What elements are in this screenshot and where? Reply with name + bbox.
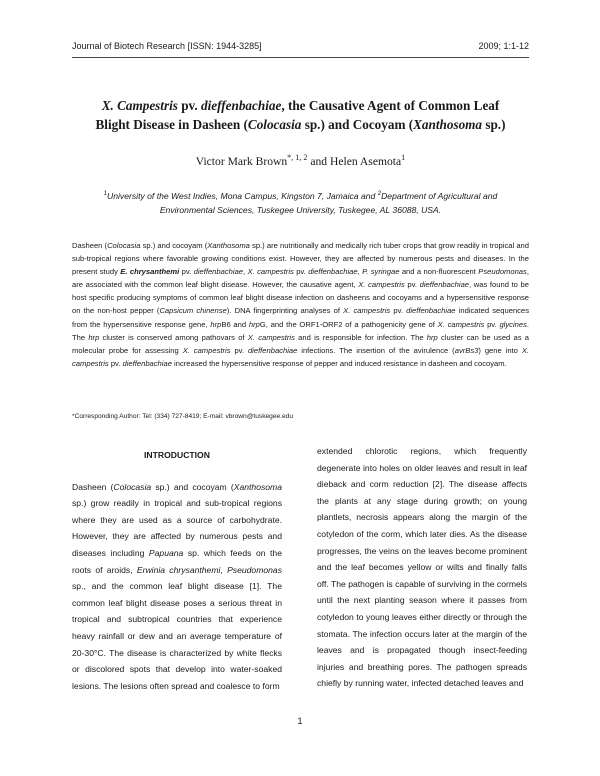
affiliations: $^1$University of the West Indies, Mona Campus, Kingston 7, Jamaica and $^2$Department of Agricultural and Environmental Sciences, Tuskegee University, Tuskegee, AL 36088, USA. (103, 191, 498, 215)
header-rule (72, 57, 529, 58)
issue-info: 2009; 1:1-12 (478, 41, 529, 51)
section-heading-introduction: INTRODUCTION (144, 450, 210, 460)
journal-name: Journal of Biotech Research [ISSN: 1944-3285] (72, 41, 262, 51)
author-list: Victor Mark Brown$^{*, 1, 2}$ and Helen Asemota$^1$ (195, 153, 406, 168)
paper-title: X. Campestris pv. dieffenbachiae, the Causative Agent of Common Leaf Blight Disease in Dasheen (Colocasia sp.) and Cocoyam (Xanthosoma sp.) (95, 98, 506, 132)
intro-paragraph-continued: extended chlorotic regions, which frequently degenerate into holes on older leaves and result in leaf dieback and corm reduction [2]. The disease affects the plants at any stage during growth; on young plantlets, necrosis appears along the margin of the cotyledon of the corm, which later dies. As the disease progresses, the veins on the leaves become prominent and the leaf becomes yellow or wilts and finally falls off. The pathogen is capable of surviving in the cormels until the next planting season where it passes from cotyledon to young leaves either directly or through the stomata. The infection occurs later at the margin of the leaves and is propagated though insect-feeding injuries and breathing pores. The pathogen spreads chiefly by running water, infected detached leaves and (317, 446, 527, 689)
running-header (72, 41, 529, 51)
corresponding-author-note: *Corresponding Author: Tel: (334) 727-8419; E-mail: vbrown@tuskegee.edu (72, 413, 293, 420)
abstract: Dasheen (Colocasia sp.) and cocoyam (Xanthosoma sp.) are nutritionally and medically rich tuber crops that grow readily in tropical and sub-tropical regions where favorable growing conditions exist. However, they are affected by numerous pests and diseases. In the present study E. chrysanthemi pv. dieffenbachiae, X. campestris pv. dieffenbachiae, P. syringae and a non-fluorescent Pseudomonas, are associated with the common leaf blight disease. However, the causative agent, X. campestris pv. dieffenbachiae, was found to be host specific producing symptoms of common leaf blight disease infection on dasheens and cocoyams and a hypersensitive response on the non-host pepper (Capsicum chinense). DNA fingerprinting analyses of X. campestris pv. dieffenbachiae indicated sequences from the hypersensitive response gene, hrpB6 and hrpG, and the ORF1-ORF2 of a pathogenicity gene of X. campestris pv. glycines. The hrp cluster is conserved among pathovars of X. campestris and is responsible for infection. The hrp cluster can be used as a molecular probe for assessing X. campestris pv. dieffenbachiae infections. The insertion of the avirulence (avrBs3) gene into X. campestris pv. dieffenbachiae increased the hypersensitive response of pepper and induced resistance in dasheen and cocoyam. (72, 241, 529, 368)
right-column (317, 443, 527, 692)
left-column (72, 447, 282, 694)
page-number: 1 (297, 716, 303, 726)
intro-paragraph: Dasheen (Colocasia sp.) and cocoyam (Xanthosoma sp.) grow readily in tropical and sub-tropical regions where they are used as a source of carbohydrate. However, they are affected by numerous pests and diseases including Papuana sp. which feeds on the roots of aroids, Erwinia chrysanthemi, Pseudomonas sp., and the common leaf blight disease [1]. The common leaf blight disease poses a serious threat in tropical and subtropical countries that experience heavy rainfall or dew and an average temperature of 20-30°C. The disease is characterized by white flecks or discolored spots that develop into water-soaked lesions. The lesions often spread and coalesce to form (72, 481, 283, 691)
